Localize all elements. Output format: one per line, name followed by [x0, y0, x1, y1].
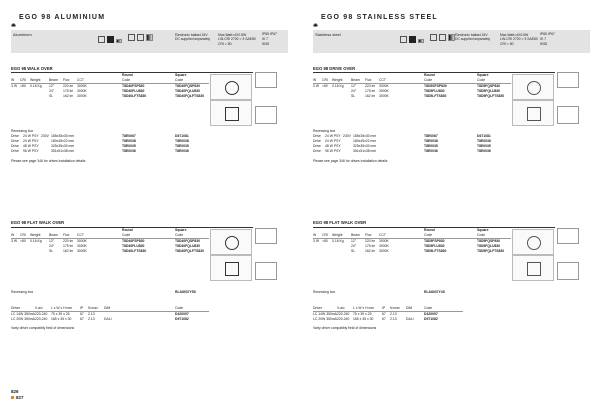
- cell: 0.16 Kg: [332, 84, 344, 88]
- cell: 220-240: [337, 317, 350, 321]
- spec-watt: Max.Watt=4X0.5W LIN.CRI 2700 > 3 SAE80 CRI > 80: [218, 33, 256, 46]
- col-code: Code: [175, 233, 184, 237]
- table-row: [11, 94, 211, 99]
- cell: 3000K: [379, 244, 389, 248]
- cell: 220 lm: [63, 84, 74, 88]
- cell: 67: [80, 312, 84, 316]
- cell: 220-240: [35, 317, 48, 321]
- cell: 162 lm: [365, 249, 376, 253]
- cell: T8E0036: [424, 149, 438, 153]
- driver-table: [313, 312, 513, 322]
- outline-square-icon: [400, 36, 407, 43]
- cell: 24 W PSY: [23, 139, 39, 143]
- dimension-diagram: [255, 262, 277, 280]
- cell: LC 14W 350mA: [11, 312, 35, 316]
- cell: 24 W PSY: [325, 139, 341, 143]
- cell: Drive: [11, 134, 19, 138]
- cell: 220-240: [35, 312, 48, 316]
- col-cri: CRI: [20, 233, 26, 237]
- cell: 351x51x38 mm: [353, 149, 377, 153]
- cell: 3000K: [379, 249, 389, 253]
- cell: Drive: [313, 149, 321, 153]
- cell: 180x45x22 mm: [51, 139, 75, 143]
- col-cri: CRI: [322, 233, 328, 237]
- section-title-drive: EGO 98 DRIVE OVER: [313, 66, 356, 71]
- cell: D420097: [175, 312, 189, 316]
- cell: LC 14W 350mA: [313, 312, 337, 316]
- cell: 230V: [343, 134, 351, 138]
- rating-ip: IP65 IP67: [262, 32, 277, 36]
- cell: 3000K: [379, 239, 389, 243]
- product-photo-round: [210, 229, 252, 255]
- col-cct: CCT: [379, 233, 386, 237]
- cell: T8E0036: [477, 149, 491, 153]
- finish-label: Aluminium: [13, 32, 32, 37]
- col-cct: CCT: [77, 78, 84, 82]
- spec-ballast: Electronic ballast 24V DC supplied separately: [175, 33, 211, 42]
- recessing-label: Recessing box: [313, 129, 336, 133]
- cell: T8E0038: [175, 139, 189, 143]
- page-title: EGO 98 ALUMINIUM: [19, 14, 106, 21]
- col-square: Square: [477, 73, 489, 77]
- cell: T8D5FQSP830: [477, 239, 501, 243]
- gradient-square-icon: [448, 34, 455, 41]
- dimension-diagram: [255, 106, 277, 124]
- cell: T8D40FQLFTS830: [175, 94, 205, 98]
- cell: T8D40FQLU830: [175, 244, 201, 248]
- col-flux: Flux: [365, 78, 372, 82]
- cell: 0.16 Kg: [30, 239, 42, 243]
- cell: 220 lm: [365, 239, 376, 243]
- cell: 24 W PSY: [23, 134, 39, 138]
- col-weight: Weight: [30, 233, 41, 237]
- cell: 3000K: [77, 84, 87, 88]
- cell: 3000K: [77, 89, 87, 93]
- cell: 2.13: [390, 312, 397, 316]
- cell: T8E0038: [122, 139, 136, 143]
- cell: 325x35x30 mm: [353, 144, 377, 148]
- cell: 24°: [49, 89, 55, 93]
- cell: Drive: [313, 139, 321, 143]
- spec-watt: Max.Watt=4X0.5W LIN.CRI 2700 > 3 SAE80 CRI > 80: [500, 33, 538, 46]
- cell: 3000K: [77, 249, 87, 253]
- col-nmax: N.max: [88, 306, 98, 310]
- outline-square-icon: [430, 34, 437, 41]
- col-cct: CCT: [77, 233, 84, 237]
- outline-square-icon: [439, 34, 446, 41]
- cell: T8E0067: [122, 134, 136, 138]
- cell: 12°: [49, 84, 55, 88]
- cell: 2.13: [88, 317, 95, 321]
- cell: T8D40FQLFTS830: [175, 249, 205, 253]
- lamp-round-icon: [527, 236, 541, 250]
- flat-table: [11, 239, 211, 255]
- cell: T8D5FQLFTS830: [477, 94, 505, 98]
- col-code: Code: [122, 78, 131, 82]
- dimension-diagram: [255, 228, 277, 244]
- cell: 2.13: [88, 312, 95, 316]
- col-weight: Weight: [332, 233, 343, 237]
- section-title-flat: EGO 98 FLAT WALK OVER: [313, 220, 367, 225]
- rating-ik08: IK08: [540, 42, 547, 46]
- product-photo-square: [210, 255, 252, 281]
- black-square-icon: [409, 36, 416, 43]
- cell: T8E0038: [477, 139, 491, 143]
- cell: T8D40LFTS830: [122, 94, 147, 98]
- outline-square-icon: [98, 36, 105, 43]
- cell: D420097: [424, 312, 438, 316]
- cell: DALI: [104, 317, 112, 321]
- cell: T8D40FQLU830: [175, 89, 201, 93]
- col-w: W: [313, 78, 317, 82]
- cell: 165 x 35 x 30: [353, 317, 374, 321]
- cell: 12°: [351, 239, 357, 243]
- col-dimensions: L x W x H mm: [51, 306, 73, 310]
- lamp-square-icon: [527, 107, 541, 121]
- cell: 220 lm: [365, 84, 376, 88]
- cell: T8D5FLU830: [424, 89, 445, 93]
- col-dim: DIM: [406, 306, 413, 310]
- col-code: Code: [424, 233, 433, 237]
- col-code: Code: [175, 78, 184, 82]
- gradient-square-icon: [116, 39, 122, 43]
- orange-marker-icon: [11, 396, 14, 399]
- col-nmax: N.max: [390, 306, 400, 310]
- lamp-round-icon: [225, 81, 239, 95]
- recessing-label: Recessing box: [11, 129, 34, 133]
- cell: 3000K: [379, 84, 389, 88]
- cell: 0.16 Kg: [332, 239, 344, 243]
- cell: 175 lm: [365, 89, 376, 93]
- walk-table: [11, 84, 211, 100]
- drive-table: [313, 84, 513, 100]
- cell: T8D40FQSP830: [175, 239, 201, 243]
- col-ip: IP: [382, 306, 386, 310]
- cell: 230V: [41, 134, 49, 138]
- cell: 67: [382, 317, 386, 321]
- cell: T8D5LFTS830: [424, 249, 447, 253]
- col-cri: CRI: [20, 78, 26, 82]
- cell: Drive: [313, 144, 321, 148]
- cell: 24°: [351, 244, 357, 248]
- cell: T8E0036: [175, 149, 189, 153]
- cell: 24 W PSY: [325, 134, 341, 138]
- recessing-code: RLA8037Y4S: [424, 290, 445, 294]
- cell: T8E0036: [122, 149, 136, 153]
- cell: 12°: [49, 239, 55, 243]
- col-square: Square: [477, 228, 489, 232]
- col-dimensions: L x W x H mm: [353, 306, 375, 310]
- col-round: Round: [424, 228, 435, 232]
- col-flux: Flux: [63, 78, 70, 82]
- cell: 185x35x30 mm: [353, 134, 377, 138]
- cell: T8D40FSP830: [122, 239, 145, 243]
- col-driver: Driver: [11, 306, 21, 310]
- driver-note: Varty driver compatibly field of dimensions: [11, 326, 75, 330]
- cell: D671081: [175, 134, 189, 138]
- col-code: Code: [122, 233, 131, 237]
- dimension-diagram: [557, 228, 579, 244]
- cell: Drive: [11, 149, 19, 153]
- lamp-square-icon: [225, 107, 239, 121]
- cell: 3 W: [313, 239, 320, 243]
- product-photo-square: [210, 100, 252, 126]
- recessing-label: Recessing box: [313, 290, 336, 294]
- col-voltage: V-a/c: [337, 306, 345, 310]
- cell: D971082: [424, 317, 438, 321]
- cell: 3000K: [77, 94, 87, 98]
- col-dim: DIM: [104, 306, 111, 310]
- cell: 165 x 35 x 30: [51, 317, 72, 321]
- col-flux: Flux: [365, 233, 372, 237]
- cell: 3000K: [379, 89, 389, 93]
- col-beam: Beam: [351, 233, 360, 237]
- cell: 175 lm: [63, 244, 74, 248]
- col-beam: Beam: [351, 78, 360, 82]
- lamp-square-icon: [527, 262, 541, 276]
- dimension-diagram: [557, 106, 579, 124]
- col-code: Code: [424, 306, 433, 310]
- col-round: Round: [122, 73, 133, 77]
- dimension-diagram: [557, 262, 579, 280]
- cell: 3000K: [77, 239, 87, 243]
- cell: T8E0038: [424, 139, 438, 143]
- finish-label: Stainless steel: [315, 32, 341, 37]
- cell: 162 lm: [63, 249, 74, 253]
- cell: 185x35x30 mm: [51, 134, 75, 138]
- cell: 67: [382, 312, 386, 316]
- section-title-flat: EGO 98 FLAT WALK OVER: [11, 220, 65, 225]
- cell: D671081: [477, 134, 491, 138]
- recessing-table: [11, 134, 211, 156]
- lamp-icon: [313, 15, 318, 20]
- cell: T8D40FLU830: [122, 244, 145, 248]
- cell: 3000K: [379, 94, 389, 98]
- col-cri: CRI: [322, 78, 328, 82]
- cell: T8E0035: [424, 144, 438, 148]
- cell: >80: [20, 84, 26, 88]
- cell: Drive: [313, 134, 321, 138]
- col-voltage: V-a/c: [35, 306, 43, 310]
- rating-ip: IP65 IP67: [540, 32, 555, 36]
- col-beam: Beam: [49, 78, 58, 82]
- driver-table: [11, 312, 211, 322]
- cell: T8D40FQSP830: [175, 84, 201, 88]
- cell: 48 W PSY: [23, 144, 39, 148]
- cell: 24°: [351, 89, 357, 93]
- lamp-round-icon: [527, 81, 541, 95]
- cell: 67: [80, 317, 84, 321]
- outline-square-icon: [137, 34, 144, 41]
- cell: 220 lm: [63, 239, 74, 243]
- col-weight: Weight: [30, 78, 41, 82]
- cell: T8D5FQSP830: [477, 84, 501, 88]
- cell: T8D5FQLU830: [477, 89, 501, 93]
- cell: Drive: [11, 144, 19, 148]
- cell: 0.16 Kg: [30, 84, 42, 88]
- cell: 96 W PSY: [23, 149, 39, 153]
- cell: DALI: [406, 317, 414, 321]
- product-photo-round: [512, 229, 554, 255]
- cell: 175 lm: [365, 244, 376, 248]
- col-driver: Driver: [313, 306, 323, 310]
- gradient-square-icon: [146, 34, 153, 41]
- cell: T8D5SFSP830: [424, 84, 447, 88]
- section-title-walk: EGO 98 WALK OVER: [11, 66, 53, 71]
- outline-square-icon: [128, 34, 135, 41]
- col-round: Round: [122, 228, 133, 232]
- cell: >80: [322, 84, 328, 88]
- col-w: W: [11, 233, 15, 237]
- cell: 3000K: [77, 244, 87, 248]
- page-number: 827: [16, 395, 24, 400]
- rating-ik08: IK08: [262, 42, 269, 46]
- cell: SL: [49, 249, 54, 253]
- product-photo-square: [512, 255, 554, 281]
- lamp-square-icon: [225, 262, 239, 276]
- cell: T8D5LFTS830: [424, 94, 447, 98]
- product-photo-square: [512, 100, 554, 126]
- driver-note: Varty driver compatibly field of dimensions: [313, 326, 377, 330]
- cell: 12°: [351, 84, 357, 88]
- rating-ik: IK 7: [540, 37, 547, 41]
- cell: >80: [322, 239, 328, 243]
- dimension-diagram: [255, 72, 277, 88]
- cell: SL: [351, 249, 356, 253]
- cell: 75 x 39 x 25: [51, 312, 70, 316]
- cell: 2.13: [390, 317, 397, 321]
- page-number: 826: [11, 389, 19, 394]
- col-square: Square: [175, 73, 187, 77]
- product-photo-round: [210, 74, 252, 100]
- recessing-code: RLA8037Y5S: [175, 290, 196, 294]
- cell: T8E0035: [477, 144, 491, 148]
- cell: T8E0035: [122, 144, 136, 148]
- cell: >80: [20, 239, 26, 243]
- col-ip: IP: [80, 306, 84, 310]
- cell: 3 W: [11, 84, 18, 88]
- cell: T8E0035: [175, 144, 189, 148]
- col-cct: CCT: [379, 78, 386, 82]
- cell: 220-240: [337, 312, 350, 316]
- cell: T8D5FQLU830: [477, 244, 501, 248]
- cell: SL: [49, 94, 54, 98]
- flat-table: [313, 239, 513, 255]
- col-code: Code: [477, 233, 486, 237]
- lamp-round-icon: [225, 236, 239, 250]
- col-code: Code: [424, 78, 433, 82]
- cell: Drive: [11, 139, 19, 143]
- spec-ballast: Electronic ballast 24V DC supplied separately: [455, 33, 491, 42]
- col-flux: Flux: [63, 233, 70, 237]
- cell: 325x35x30 mm: [51, 144, 75, 148]
- install-note: Please see page 346 for drives installation details: [313, 159, 388, 163]
- col-square: Square: [175, 228, 187, 232]
- recessing-table: [313, 134, 513, 156]
- col-w: W: [313, 233, 317, 237]
- page-title: EGO 98 STAINLESS STEEL: [321, 14, 438, 21]
- cell: 96 W PSY: [325, 149, 341, 153]
- product-photo-round: [512, 74, 554, 100]
- cell: 48 W PSY: [325, 144, 341, 148]
- cell: 175 lm: [63, 89, 74, 93]
- cell: 162 lm: [365, 94, 376, 98]
- dimension-diagram: [557, 72, 579, 88]
- col-code: Code: [175, 306, 184, 310]
- col-beam: Beam: [49, 233, 58, 237]
- cell: T8D5FLU830: [424, 244, 445, 248]
- cell: 351x51x38 mm: [51, 149, 75, 153]
- install-note: Please see page 346 for drives installation details: [11, 159, 86, 163]
- cell: T8D5FSP830: [424, 239, 445, 243]
- cell: LC 20W 350mA: [11, 317, 35, 321]
- cell: 180x45x22 mm: [353, 139, 377, 143]
- cell: 3 W: [11, 239, 18, 243]
- cell: 3 W: [313, 84, 320, 88]
- cell: T8D40FSP830: [122, 84, 145, 88]
- cell: SL: [351, 94, 356, 98]
- cell: LC 20W 350mA: [313, 317, 337, 321]
- cell: T8D40LFTS830: [122, 249, 147, 253]
- recessing-label: Recessing box: [11, 290, 34, 294]
- cell: T8D5FQLFTS830: [477, 249, 505, 253]
- col-weight: Weight: [332, 78, 343, 82]
- cell: 162 lm: [63, 94, 74, 98]
- cell: T8E0067: [424, 134, 438, 138]
- rating-ik: IK 7: [262, 37, 269, 41]
- lamp-icon: [11, 15, 16, 20]
- cell: 75 x 39 x 25: [353, 312, 372, 316]
- col-round: Round: [424, 73, 435, 77]
- cell: 24°: [49, 244, 55, 248]
- cell: D971082: [175, 317, 189, 321]
- gradient-square-icon: [418, 39, 424, 43]
- cell: T8D40FLU830: [122, 89, 145, 93]
- col-w: W: [11, 78, 15, 82]
- black-square-icon: [107, 36, 114, 43]
- col-code: Code: [477, 78, 486, 82]
